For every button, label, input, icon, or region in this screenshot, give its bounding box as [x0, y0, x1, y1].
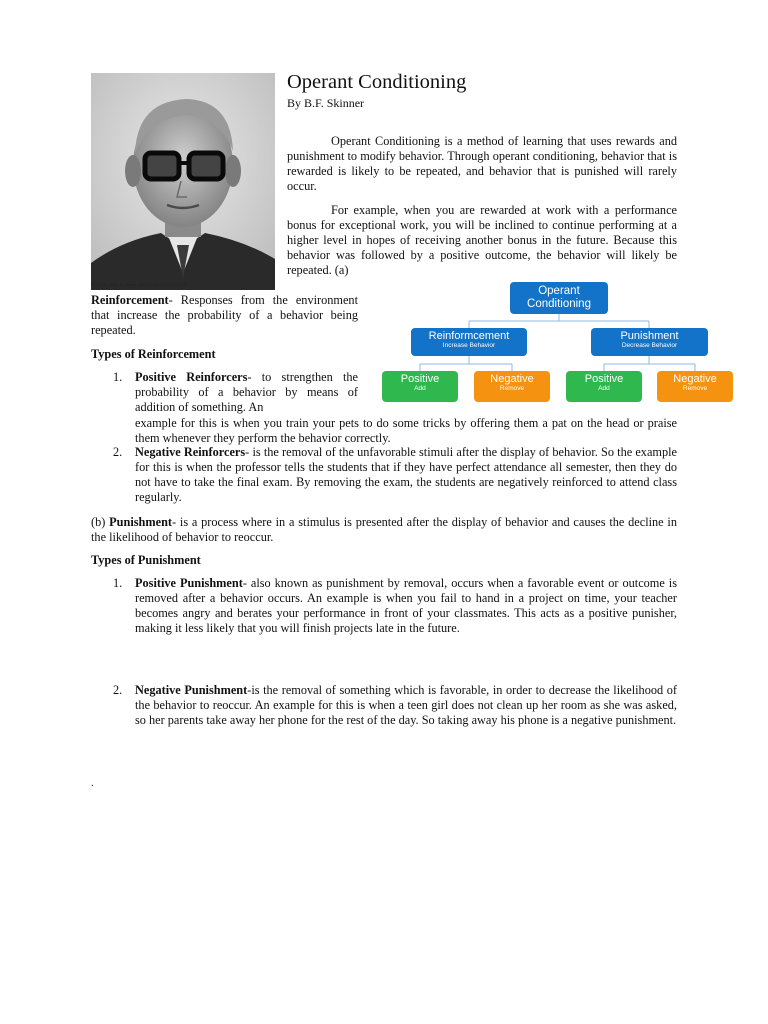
negative-reinforcers-term: Negative Reinforcers: [135, 445, 246, 459]
diagram-node-punishment: Punishment Decrease Behavior: [591, 328, 708, 356]
photo-credit: ©2016 [PD] © www.allenpublications.com: [91, 283, 187, 288]
trailing-mark: .: [91, 778, 94, 789]
list-number: 2.: [113, 445, 123, 459]
list-item-positive-reinforcers-continued: example for this is when you train your pets to do some tricks by offering them a pat on the head or praise them whenever they perform the behavior correctly.: [135, 416, 677, 446]
punishment-text: - is a process where in a stimulus is presented after the display of behavior and causes the decline in the likelihood of behavior to reoccur.: [91, 515, 677, 545]
list-item-negative-punishment: [135, 683, 677, 728]
negative-punishment-term: Negative Punishment: [135, 683, 248, 697]
list-number: 2.: [113, 683, 123, 697]
diagram-node-negative-reinforcement: Negative Remove: [474, 371, 550, 402]
example-paragraph: For example, when you are rewarded at work with a performance bonus for exceptional work, you will be inclined to continue performing at a higher level in hopes of receiving another bonus in the future. Because this behavior was followed by a positive outcome, the behavior will likely be repeated. (a): [287, 203, 677, 278]
diagram-node-positive-reinforcement: Positive Add: [382, 371, 458, 402]
page-title: Operant Conditioning: [287, 71, 467, 93]
list-number: 1.: [113, 370, 123, 384]
reinforcement-term: Reinforcement: [91, 293, 169, 307]
positive-reinforcers-term: Positive Reinforcers: [135, 370, 248, 384]
reinforcement-definition: [91, 293, 358, 338]
punishment-term: Punishment: [109, 515, 173, 529]
positive-reinforcers-text: - to strengthen the probability of a behavior by means of addition of something. An: [135, 370, 358, 415]
negative-punishment-text: -is the removal of something which is favorable, in order to decrease the likelihood of the behavior to reoccur. An example for this is when a teen girl does not clean up her room as she was asked, so her parents take away her phone for the rest of the day. So taking away his phone is a negative punishment.: [135, 683, 677, 728]
operant-conditioning-diagram: [380, 280, 736, 404]
list-item-positive-punishment: [135, 576, 677, 636]
diagram-node-reinforcement: Reinformcement Increase Behavior: [411, 328, 527, 356]
types-of-punishment-heading: Types of Punishment: [91, 553, 201, 567]
positive-punishment-term: Positive Punishment: [135, 576, 243, 590]
list-item-negative-reinforcers: [135, 445, 677, 505]
positive-punishment-text: - also known as punishment by removal, occurs when a favorable event or outcome is removed after a behavior occurs. An example is when you fail to hand in a project on time, your teacher becomes angry and berates your performance in front of your classmates. This acts as a positive punisher, making it less likely that you will finish projects late in the future.: [135, 576, 677, 636]
diagram-node-negative-punishment: Negative Remove: [657, 371, 733, 402]
byline: By B.F. Skinner: [287, 96, 365, 110]
punishment-definition: [91, 515, 677, 545]
portrait-photo: [91, 73, 275, 290]
list-item-positive-reinforcers: [135, 370, 358, 415]
negative-reinforcers-text: - is the removal of the unfavorable stimuli after the display of behavior. So the example for this is when the professor tells the students that if they have perfect attendance all semester, then they do not have to take the final exam. By removing the exam, the students are negatively reinforced to attend class regularly.: [135, 445, 678, 505]
diagram-node-operant-conditioning: Operant Conditioning: [510, 282, 608, 314]
diagram-node-positive-punishment: Positive Add: [566, 371, 642, 402]
punishment-prefix: (b): [91, 515, 110, 529]
reinforcement-text: - Responses from the environment that increase the probability of a behavior being repeated.: [91, 293, 358, 338]
types-of-reinforcement-heading: Types of Reinforcement: [91, 347, 216, 361]
list-number: 1.: [113, 576, 123, 590]
intro-paragraph: Operant Conditioning is a method of learning that uses rewards and punishment to modify behavior. Through operant conditioning, behavior that is rewarded is likely to be repeated, and behavior that is punished will rarely occur.: [287, 134, 677, 194]
